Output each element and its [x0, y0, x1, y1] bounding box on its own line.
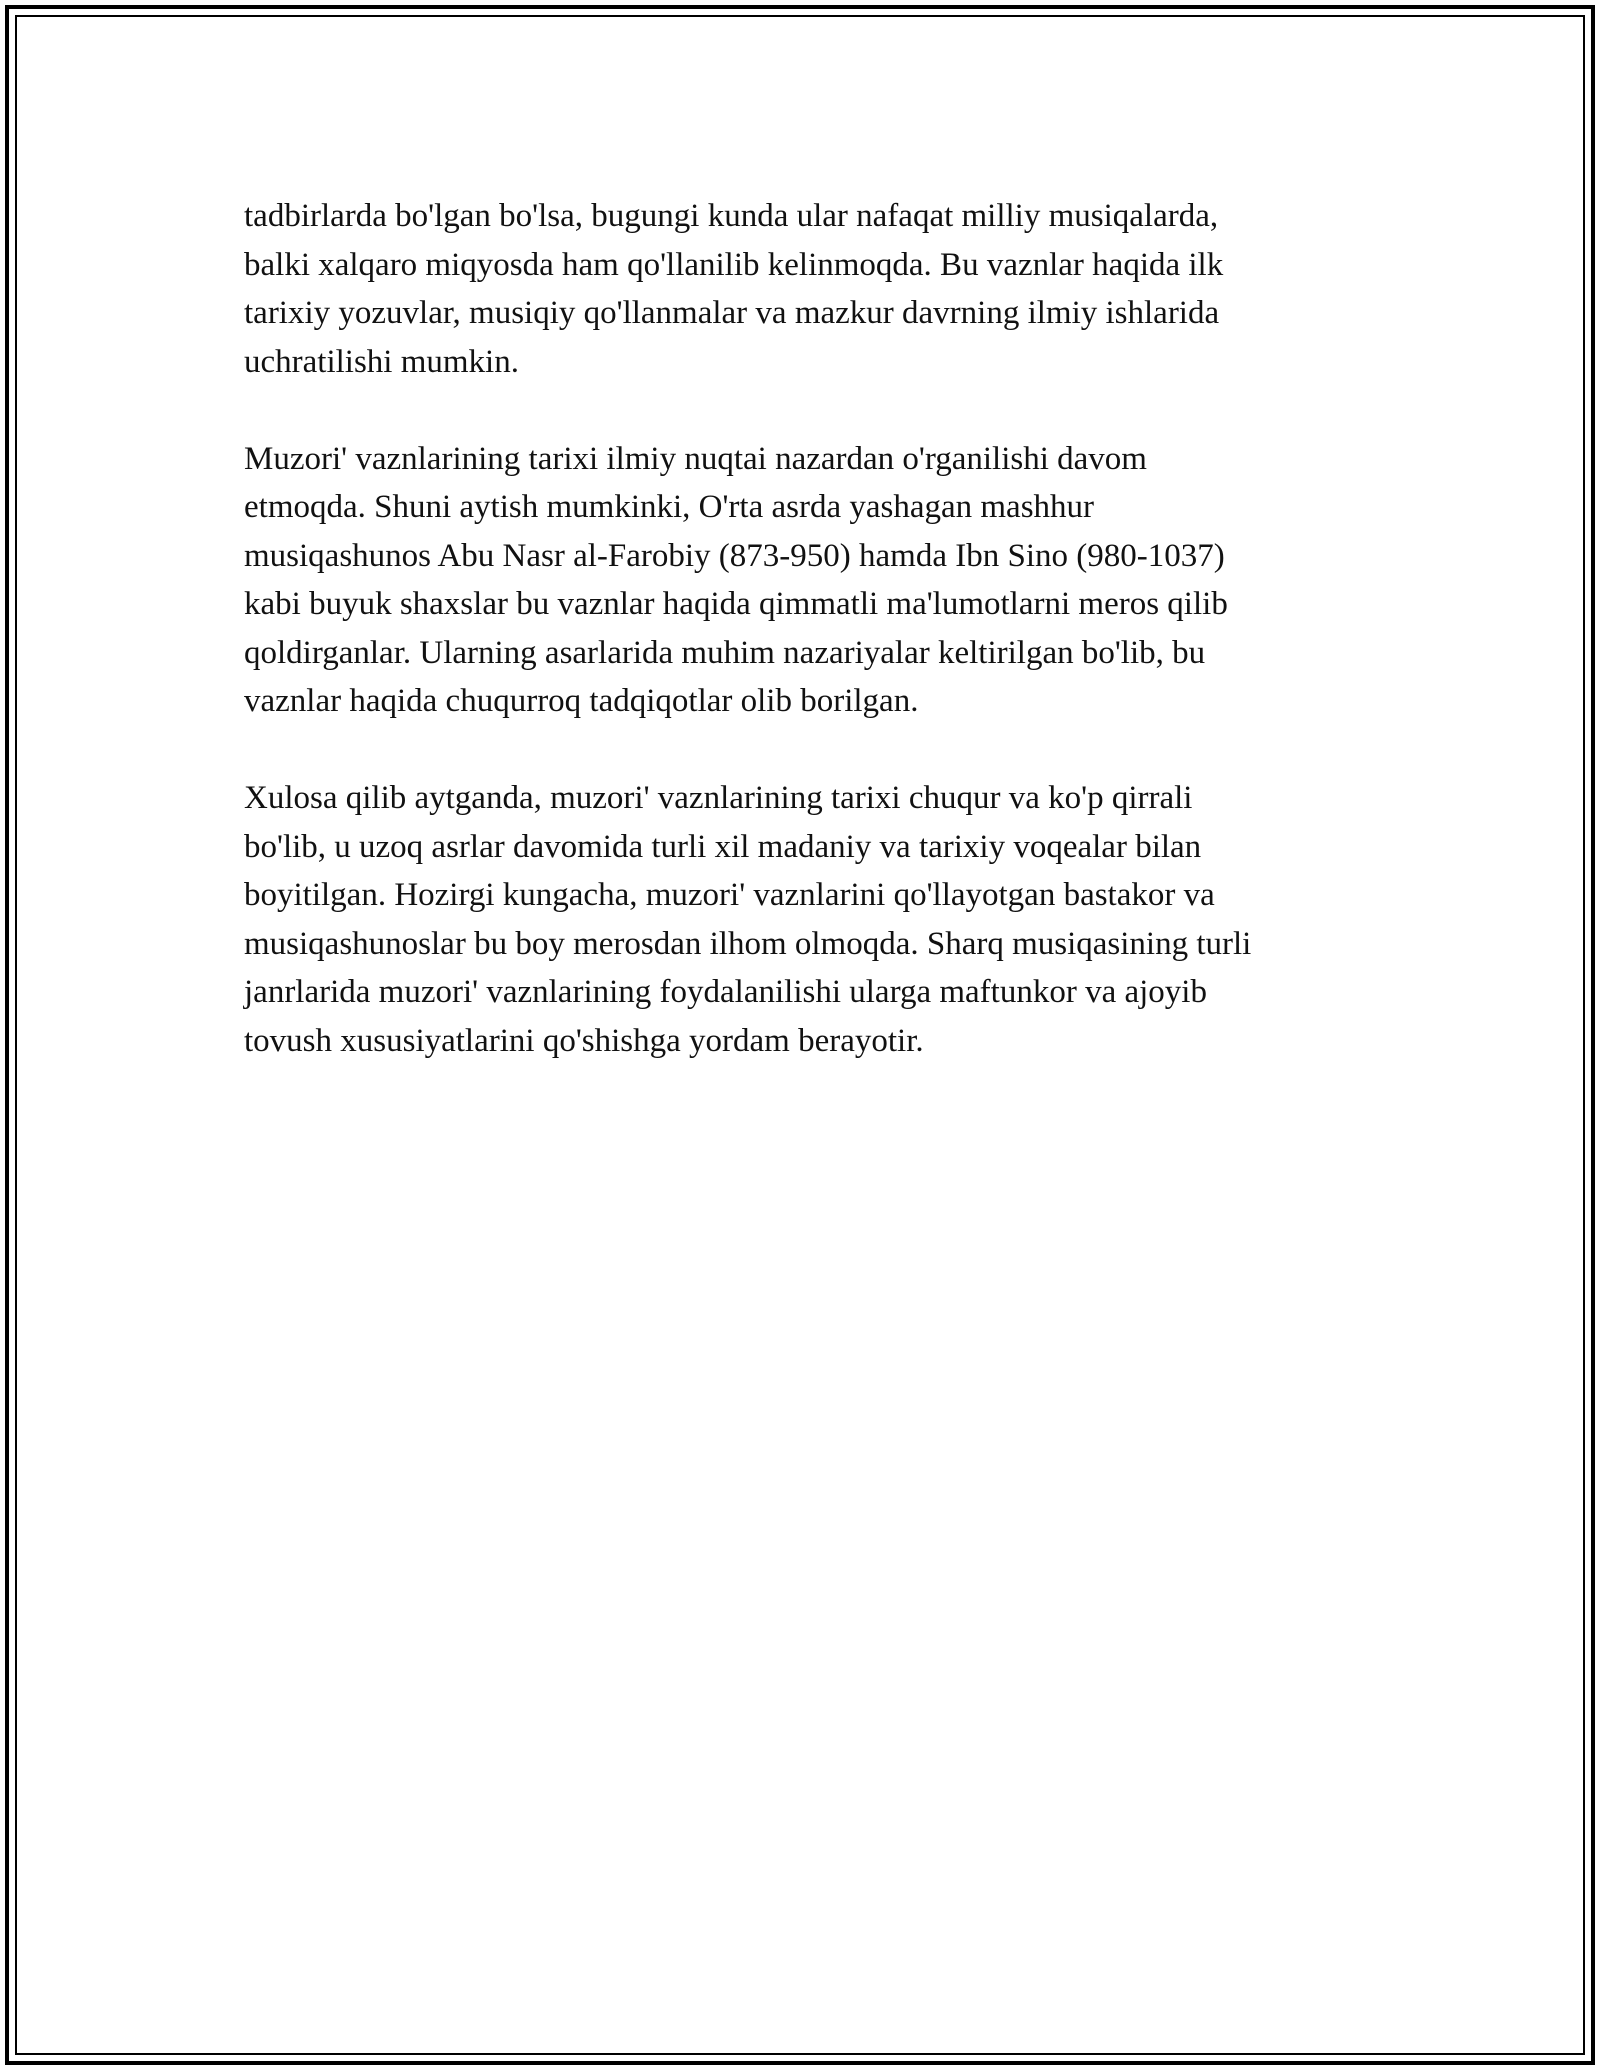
text-line: tarixiy yozuvlar, musiqiy qo'llanmalar va mazkur davrning ilmiy ishlarida	[244, 295, 1220, 331]
paragraph-2	[244, 435, 1374, 726]
text-line: bo'lib, u uzoq asrlar davomida turli xil madaniy va tarixiy voqealar bilan	[244, 828, 1202, 865]
text-line: tovush xususiyatlarini qo'shishga yordam berayotir.	[244, 1022, 924, 1059]
text-line: boyitilgan. Hozirgi kungacha, muzori' vaznlarini qo'llayotgan bastakor va	[244, 877, 1215, 913]
text-line: Xulosa qilib aytganda, muzori' vaznlarining tarixi chuqur va ko'p qirrali	[244, 780, 1193, 816]
paragraph-1	[244, 192, 1374, 386]
text-line: tadbirlarda bo'lgan bo'lsa, bugungi kunda ular nafaqat milliy musiqalarda,	[244, 198, 1219, 234]
document-body	[244, 192, 1374, 1114]
text-line: Muzori' vaznlarining tarixi ilmiy nuqtai nazardan o'rganilishi davom	[244, 440, 1147, 477]
text-line: janrlarida muzori' vaznlarining foydalanilishi ularga maftunkor va ajoyib	[244, 974, 1207, 1010]
text-line: qoldirganlar. Ularning asarlarida muhim nazariyalar keltirilgan bo'lib, bu	[244, 634, 1206, 671]
text-line: etmoqda. Shuni aytish mumkinki, O'rta asrda yashagan mashhur	[244, 489, 1095, 525]
text-line: vaznlar haqida chuqurroq tadqiqotlar olib borilgan.	[244, 683, 919, 719]
paragraph-3	[244, 774, 1374, 1065]
text-line: uchratilishi mumkin.	[244, 343, 519, 380]
text-line: balki xalqaro miqyosda ham qo'llanilib kelinmoqda. Bu vaznlar haqida ilk	[244, 246, 1224, 283]
text-line: kabi buyuk shaxslar bu vaznlar haqida qimmatli ma'lumotlarni meros qilib	[244, 586, 1228, 622]
page-frame	[5, 5, 1595, 2065]
text-line: musiqashunos Abu Nasr al-Farobiy (873-950) hamda Ibn Sino (980-1037)	[244, 537, 1225, 574]
text-line: musiqashunoslar bu boy merosdan ilhom olmoqda. Sharq musiqasining turli	[244, 925, 1252, 962]
